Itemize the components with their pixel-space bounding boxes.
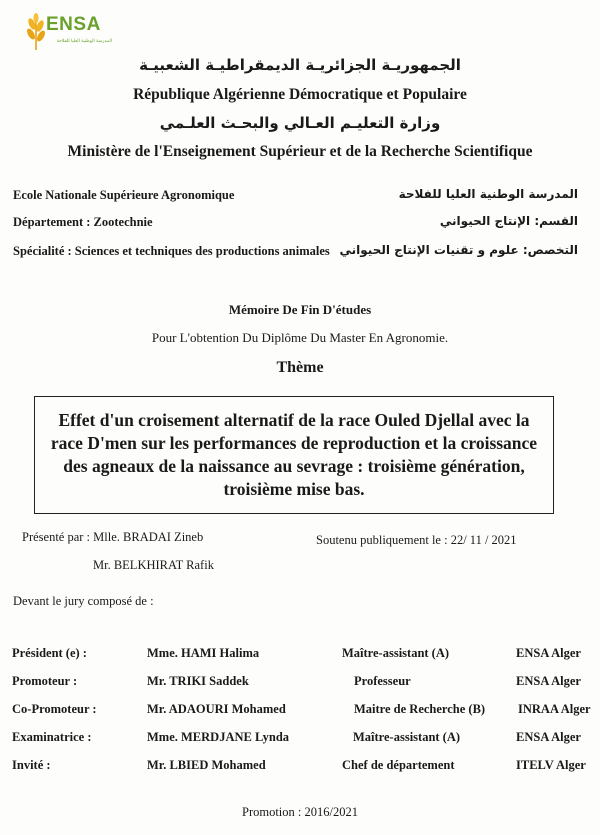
jury-grade: Maitre de Recherche (B) [354,702,486,716]
school-arabic: المدرسة الوطنية العليا للفلاحة [398,187,578,201]
jury-institution: ITELV Alger [516,758,586,772]
jury-institution: INRAA Alger [518,702,591,716]
jury-row [0,730,600,750]
theme-box [34,396,554,514]
republic-arabic: الجمهوريـة الجزائريـة الديمقراطيـة الشعبيـة [139,56,461,74]
jury-grade: Maître-assistant (A) [353,730,461,744]
jury-row [0,702,600,722]
jury-grade: Chef de département [342,758,455,772]
school-french: Ecole Nationale Supérieure Agronomique [13,188,235,202]
memoir-title: Mémoire De Fin D'études [228,302,372,317]
jury-name: Mme. HAMI Halima [147,646,260,660]
second-author: Mr. BELKHIRAT Rafik [93,558,214,572]
jury-institution: ENSA Alger [516,674,581,688]
jury-role: Président (e) : [12,646,87,660]
jury-row [0,674,600,694]
specialty-arabic: التخصص: علوم و تقنيات الإنتاج الحيواني [339,243,578,257]
jury-row [0,758,600,778]
jury-role: Promoteur : [12,674,78,688]
theme-label: Thème [276,359,324,376]
logo-subtitle: المدرسة الوطنية العليا للفلاحة [56,38,112,43]
specialty-french: Spécialité : Sciences et techniques des productions animales [13,244,330,258]
jury-role: Co-Promoteur : [12,702,97,716]
ministry-arabic: وزارة التعليـم العـالي والبحـث العلـمي [159,114,441,132]
jury-institution: ENSA Alger [516,646,581,660]
jury-name: Mme. MERDJANE Lynda [147,730,290,744]
ensa-logo [22,12,112,54]
theme-text: Effet d'un croisement alternatif de la race Ouled Djellal avec la race D'men sur les performances de reproduction et la croissance des agneaux de la naissance au sevrage : troisième génération, troisième mise bas. [50,410,538,499]
jury-name: Mr. TRIKI Saddek [147,674,249,688]
republic-french: République Algérienne Démocratique et Populaire [133,86,467,103]
jury-grade: Professeur [354,674,411,688]
department-french: Département : Zootechnie [13,215,153,229]
jury-role: Examinatrice : [12,730,92,744]
jury-intro: Devant le jury composé de : [13,594,154,608]
ministry-french: Ministère de l'Enseignement Supérieur et de la Recherche Scientifique [67,143,533,160]
jury-grade: Maître-assistant (A) [342,646,450,660]
jury-role: Invité : [12,758,51,772]
department-arabic: القسم: الإنتاج الحيواني [439,214,578,228]
defense-date: Soutenu publiquement le : 22/ 11 / 2021 [316,533,517,547]
memoir-subtitle: Pour L'obtention Du Diplôme Du Master En Agronomie. [151,330,449,345]
promotion: Promotion : 2016/2021 [242,805,358,819]
jury-name: Mr. LBIED Mohamed [147,758,266,772]
jury-name: Mr. ADAOURI Mohamed [147,702,286,716]
jury-row [0,646,600,666]
presented-by: Présenté par : Mlle. BRADAI Zineb [22,530,204,544]
jury-institution: ENSA Alger [516,730,581,744]
logo-text: ENSA [46,14,101,35]
